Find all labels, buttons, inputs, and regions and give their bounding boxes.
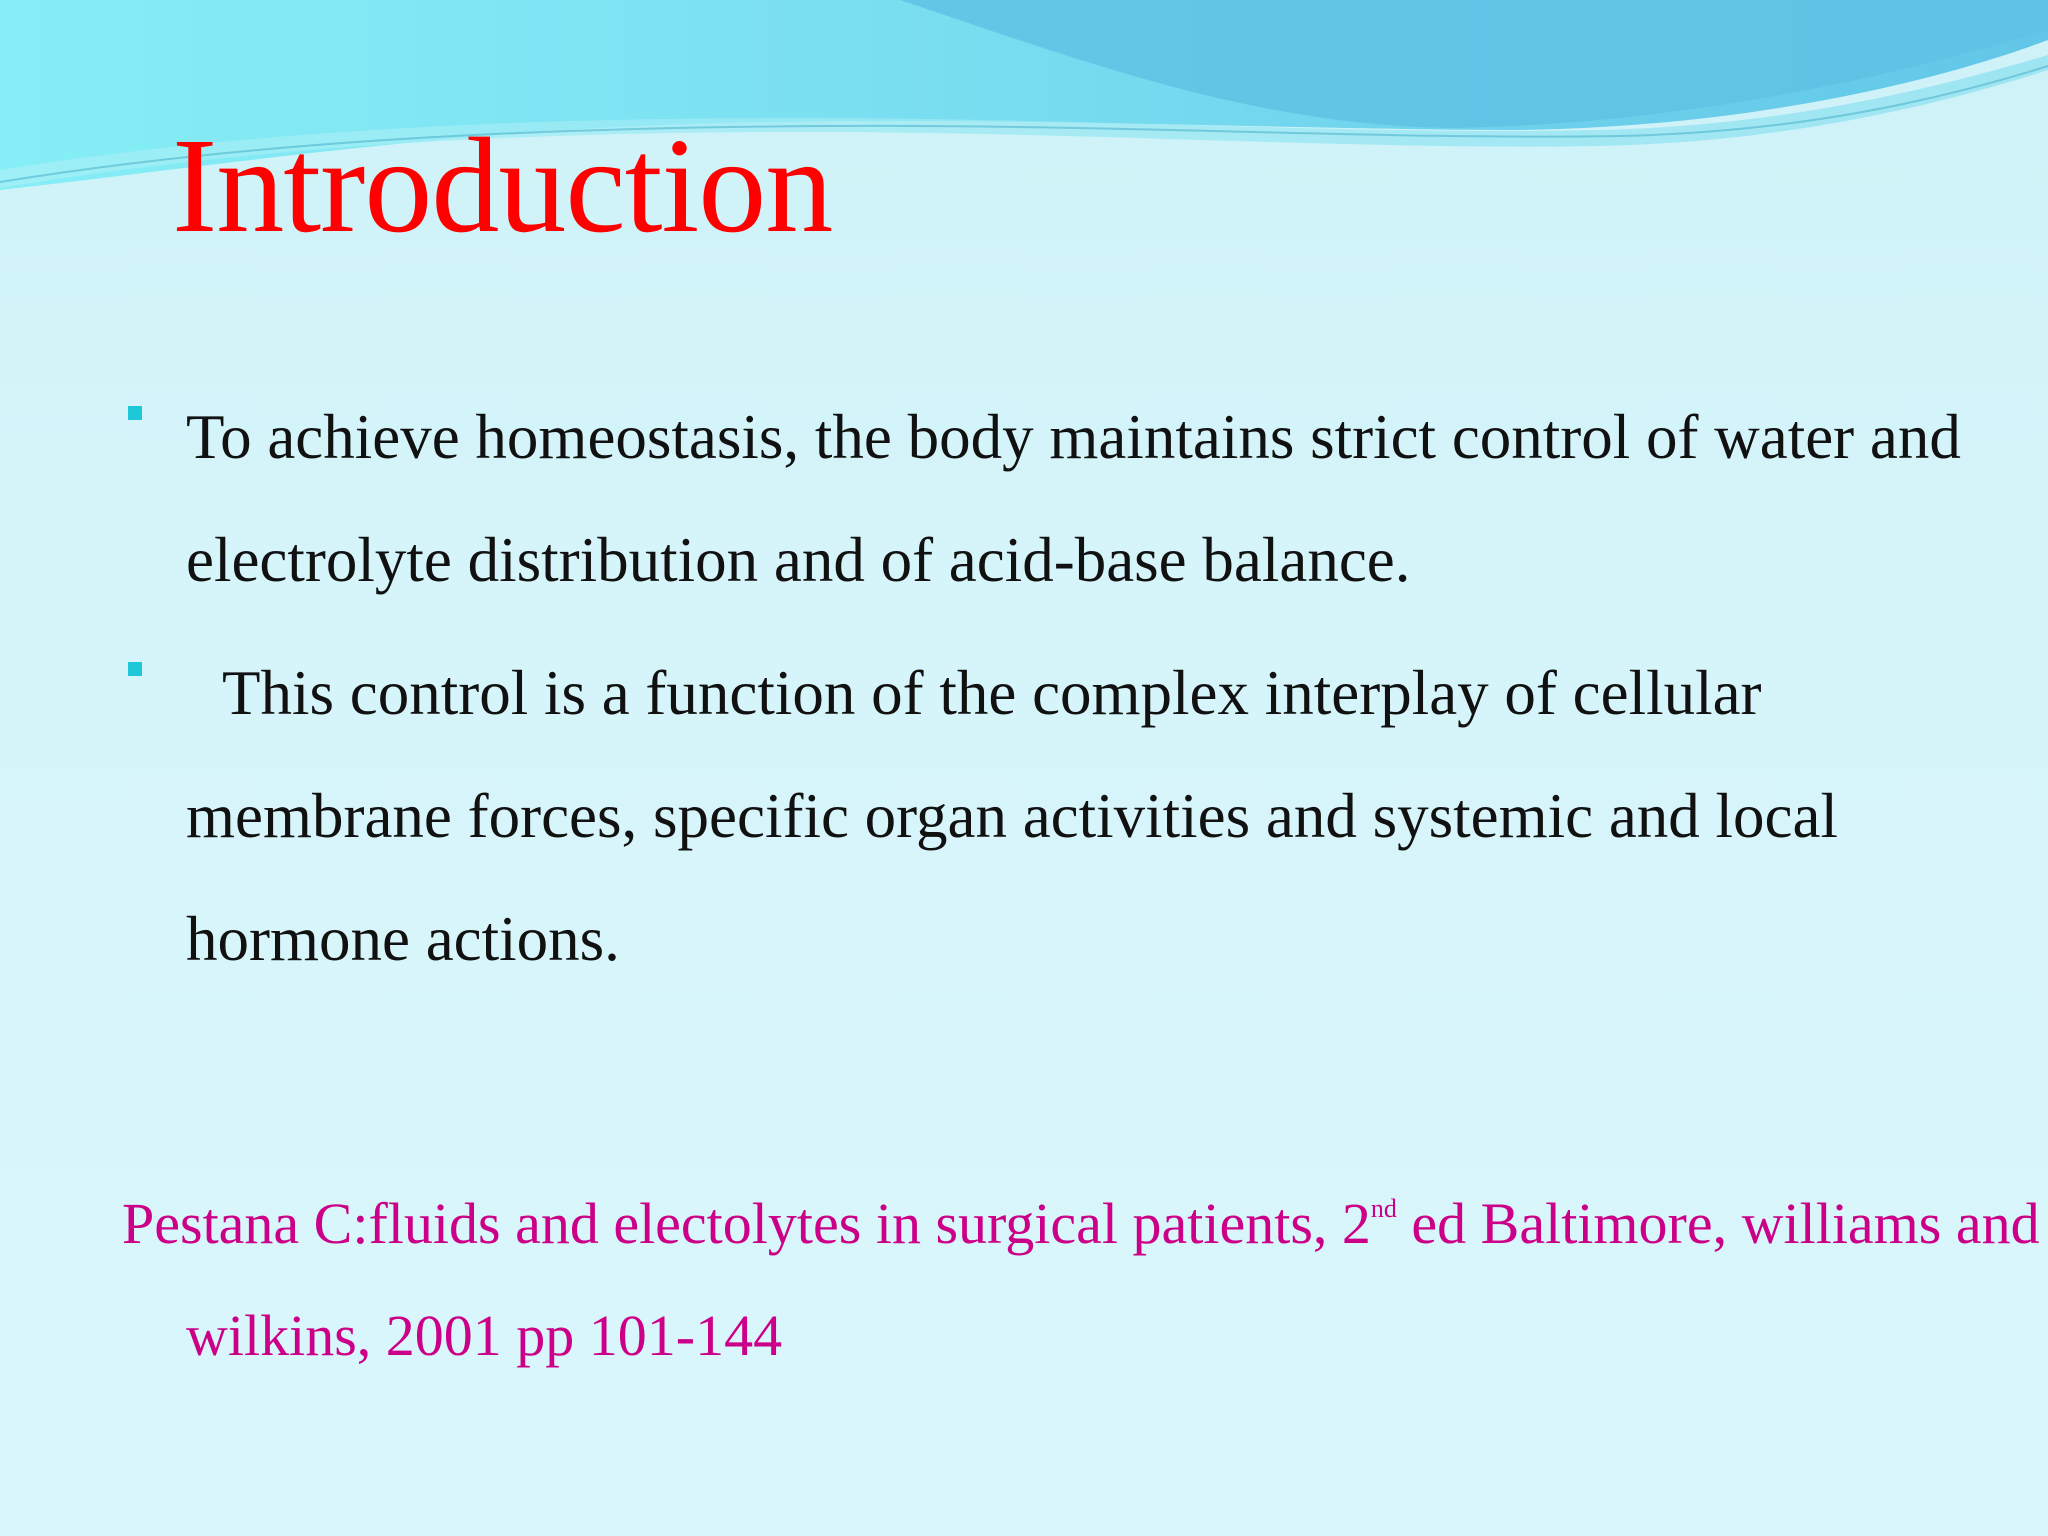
square-bullet-icon <box>128 406 142 420</box>
reference-text-part2: ed Baltimore, williams and wilkins, 2001 pp 101-144 <box>186 1191 2040 1368</box>
square-bullet-icon <box>128 662 142 676</box>
reference-text-part1: Pestana C:fluids and electolytes in surgical patients, 2 <box>122 1191 1371 1256</box>
bullet-list <box>128 376 1968 1011</box>
slide-title: Introduction <box>172 111 833 261</box>
reference-citation <box>122 1168 2048 1392</box>
bullet-item <box>128 632 1968 1001</box>
bullet-text: This control is a function of the complex interplay of cellular membrane forces, specific organ activities and systemic and local hormone actions. <box>186 658 1838 974</box>
bullet-text: To achieve homeostasis, the body maintains strict control of water and electrolyte distribution and of acid-base balance. <box>186 402 1961 595</box>
bullet-item <box>128 376 1968 622</box>
reference-superscript: nd <box>1370 1194 1397 1223</box>
